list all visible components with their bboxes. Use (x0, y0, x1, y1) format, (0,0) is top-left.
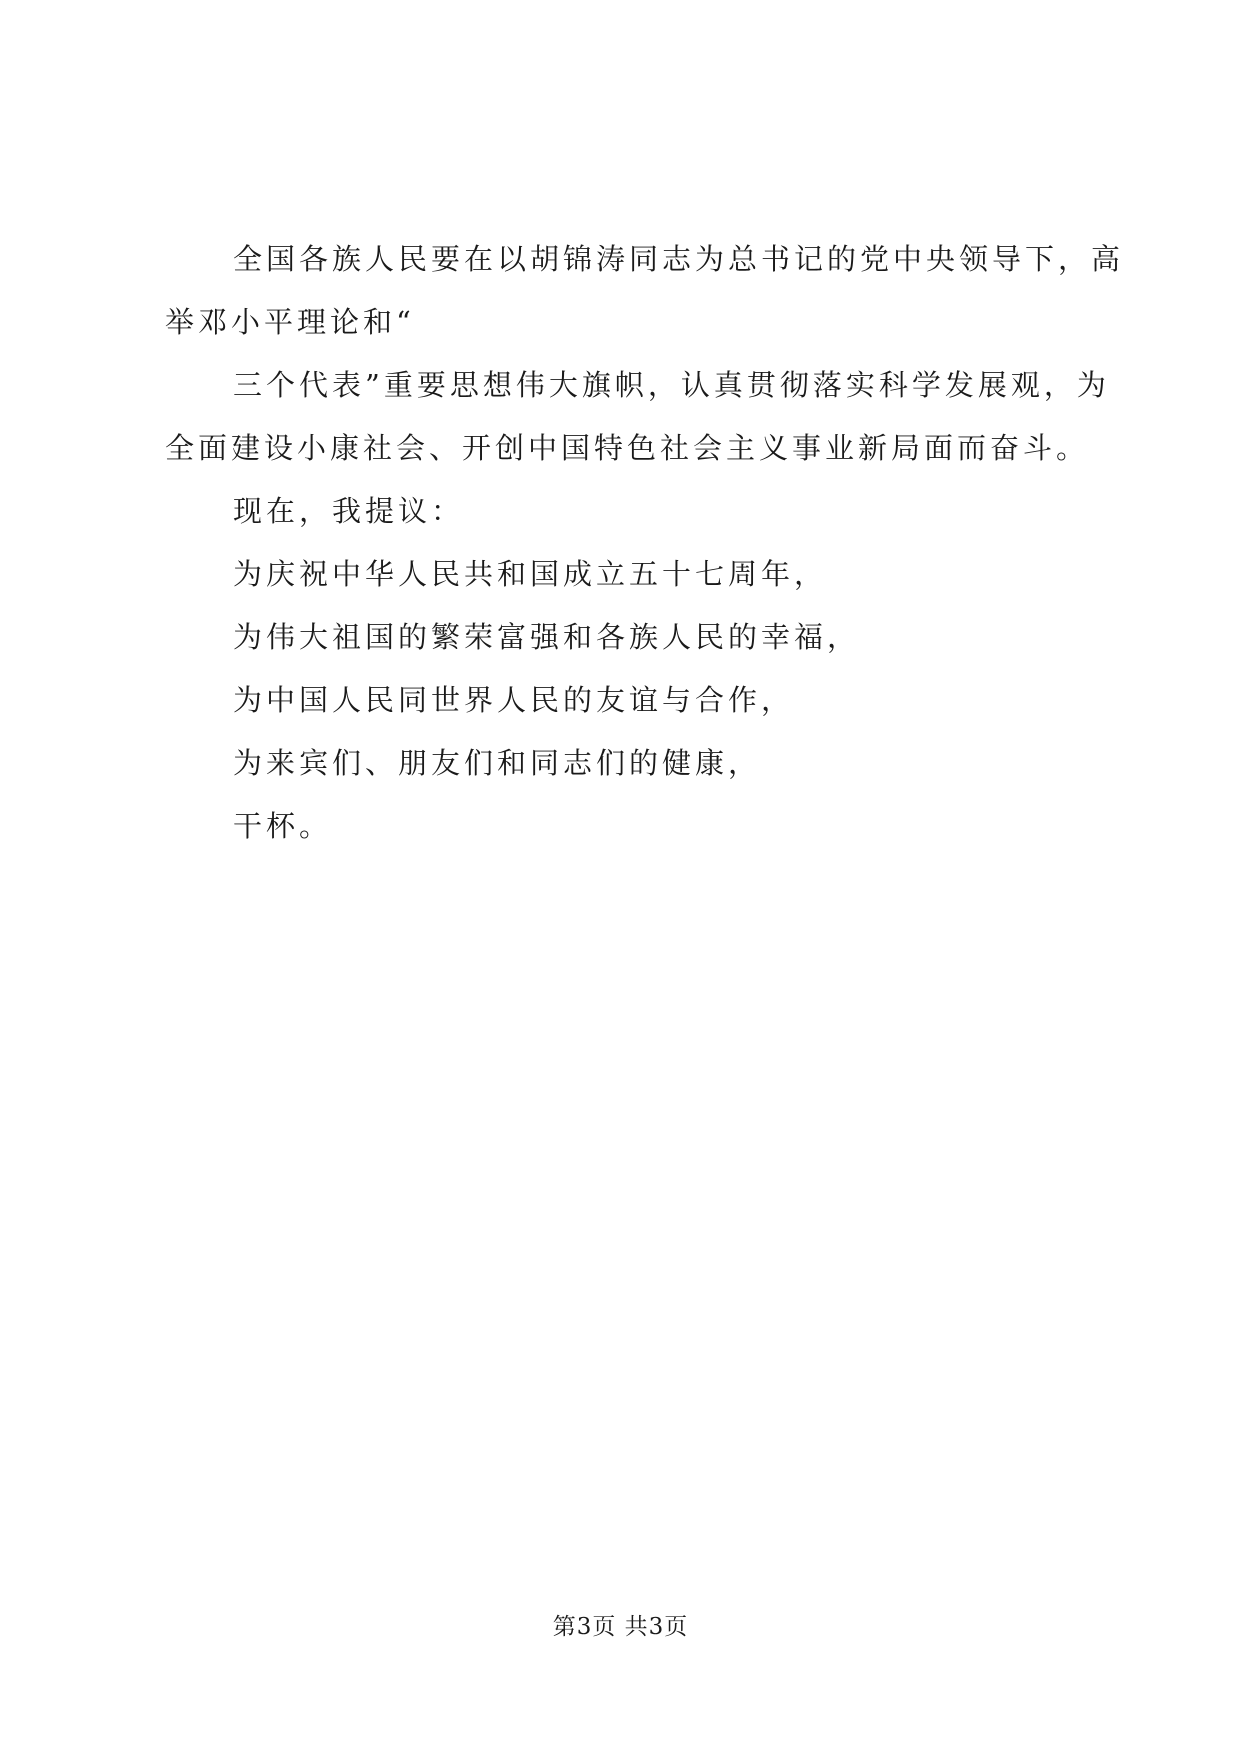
paragraph-6: 为中国人民同世界人民的友谊与合作， (233, 683, 795, 717)
page-number-label: 第3页 共3页 (552, 1614, 689, 1640)
paragraph-1: 全国各族人民要在以胡锦涛同志为总书记的党中央领导下，高举邓小平理论和“ (165, 242, 1125, 339)
body-text (165, 228, 1125, 858)
paragraph-5: 为伟大祖国的繁荣富强和各族人民的幸福， (233, 620, 861, 654)
paragraph-3: 现在，我提议： (233, 494, 465, 528)
page-footer (0, 1608, 1241, 1641)
paragraph-7: 为来宾们、朋友们和同志们的健康， (233, 746, 762, 780)
paragraph-2: 三个代表”重要思想伟大旗帜，认真贯彻落实科学发展观，为全面建设小康社会、开创中国特色社会主义事业新局面而奋斗。 (165, 368, 1110, 465)
paragraph-8: 干杯。 (233, 809, 333, 843)
paragraph-4: 为庆祝中华人民共和国成立五十七周年， (233, 557, 828, 591)
